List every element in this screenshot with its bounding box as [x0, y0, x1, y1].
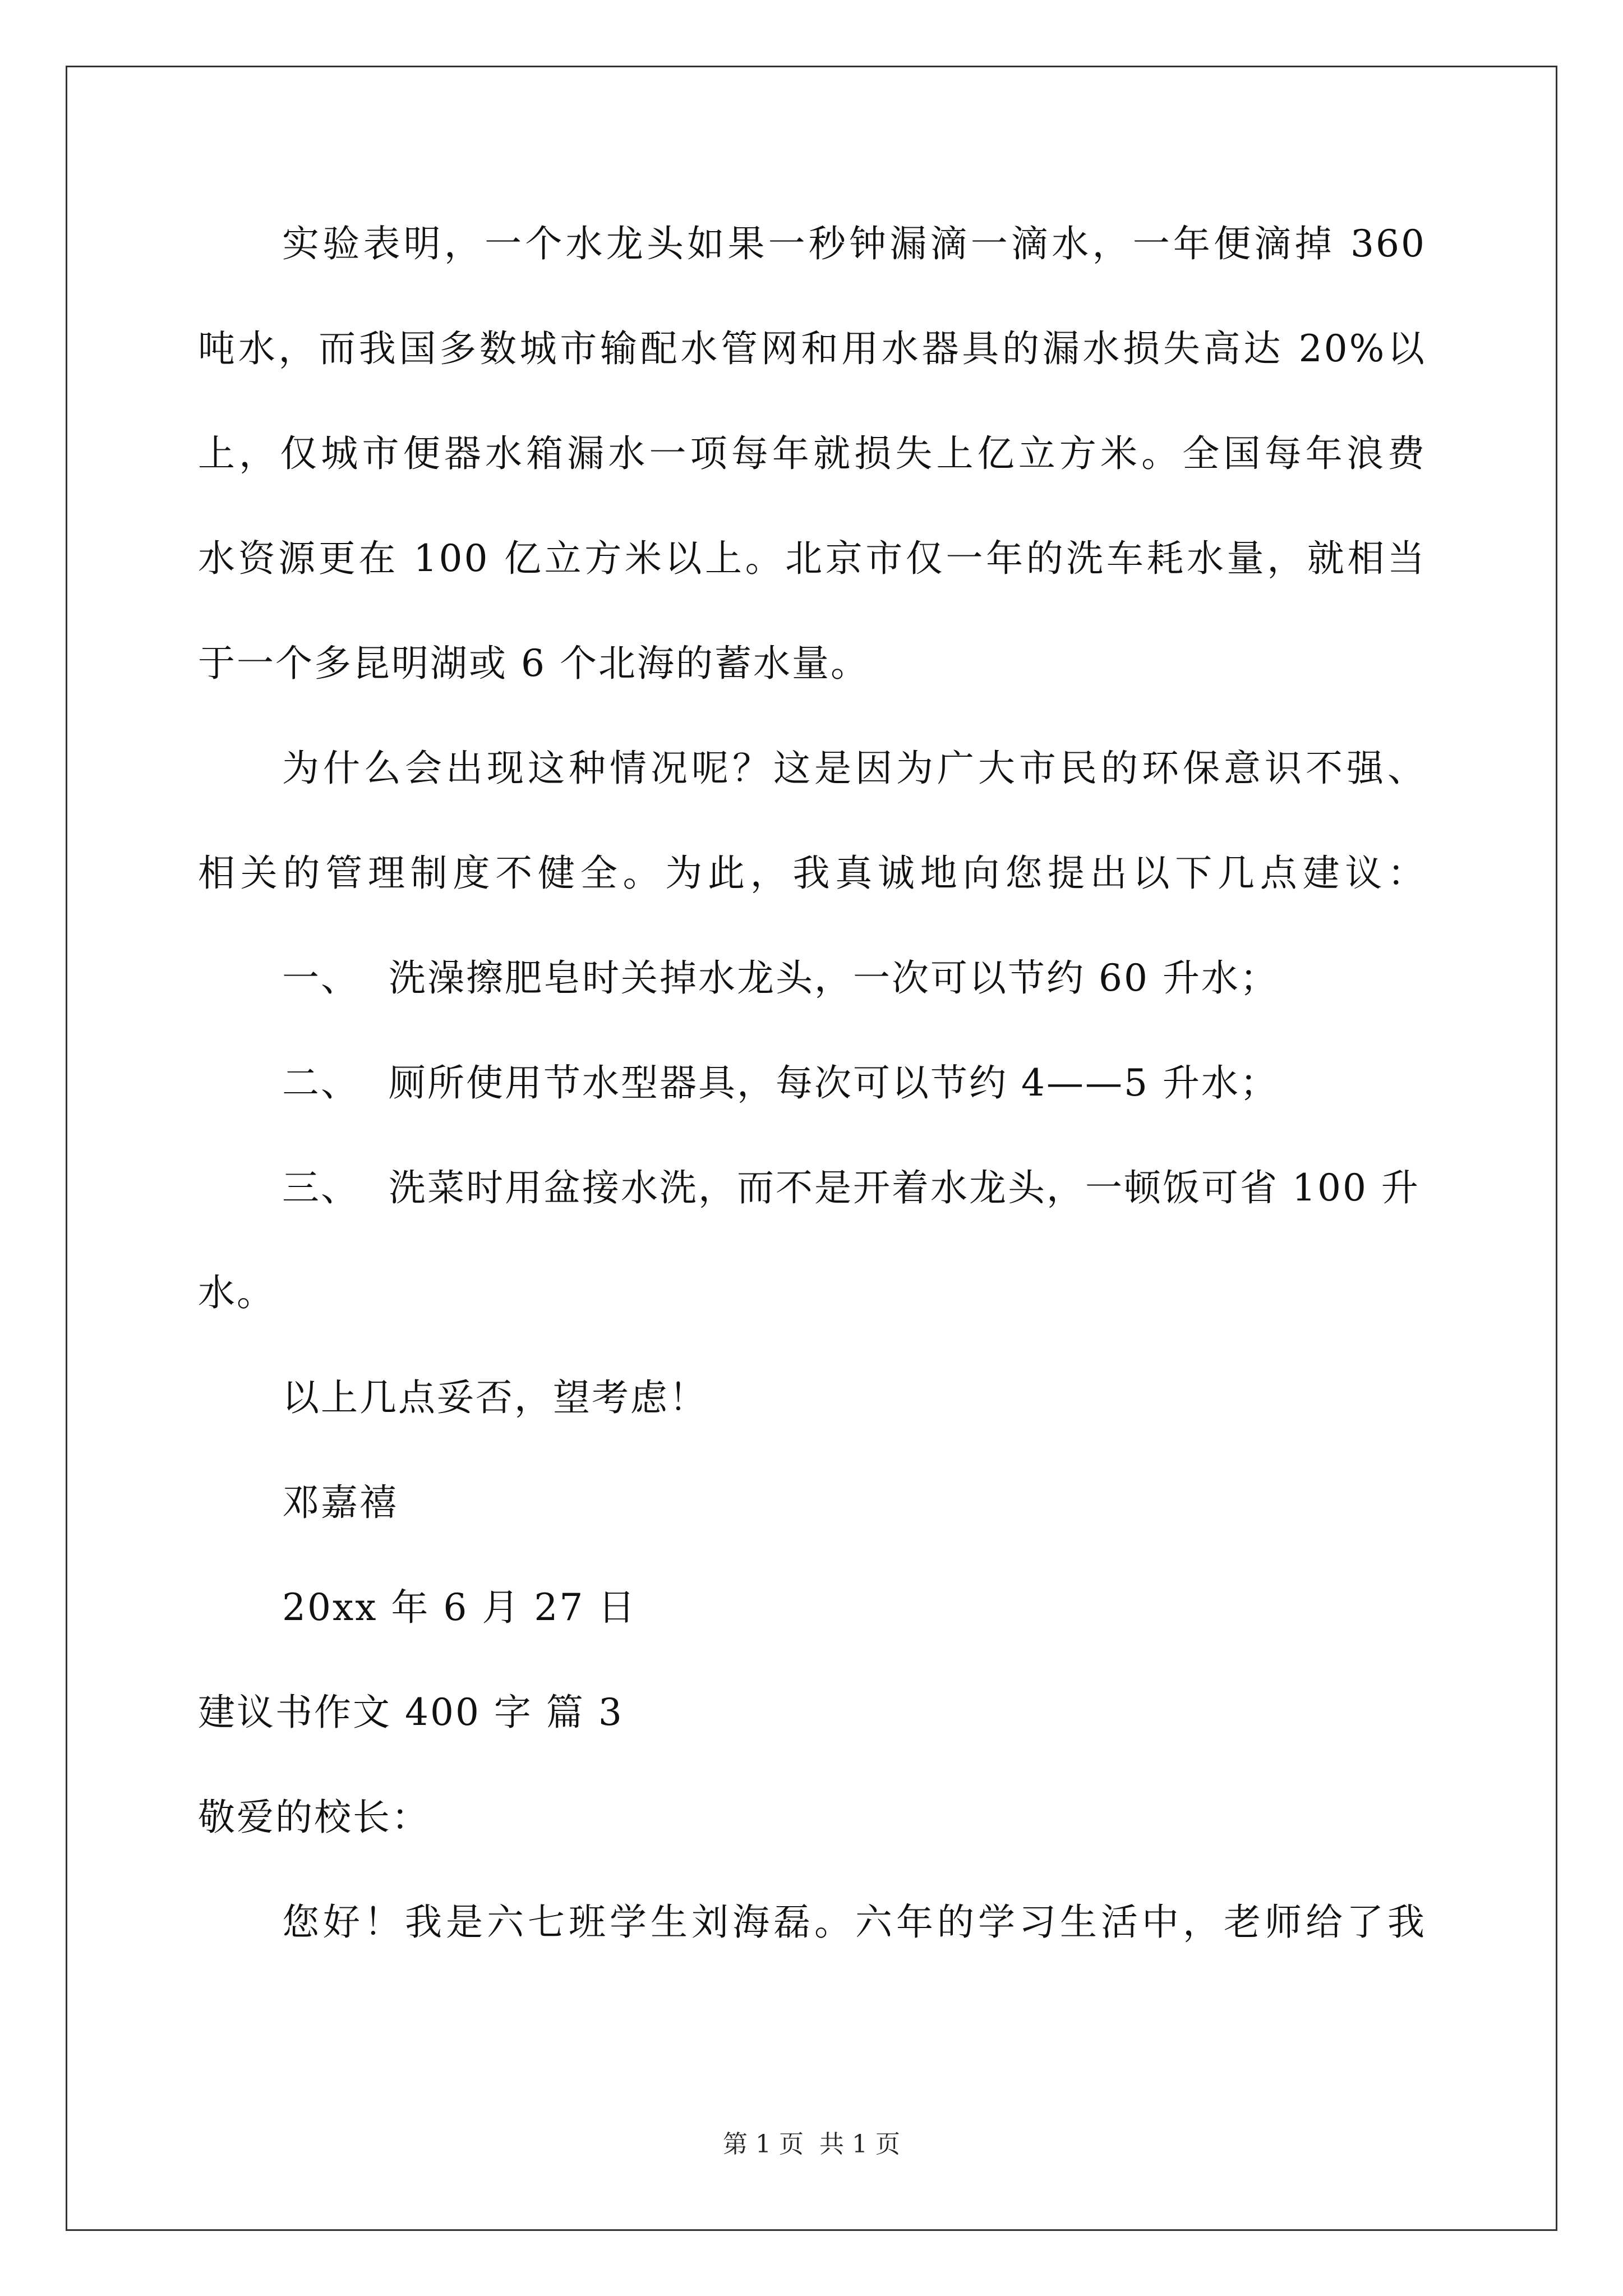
- suggestion-text: 厕所使用节水型器具，每次可以节约 4——5 升水；: [389, 1061, 1279, 1105]
- suggestion-text: 洗菜时用盆接水洗，而不是开着水龙头，一顿饭可省 100 升: [389, 1166, 1420, 1209]
- paragraph-line: 相关的管理制度不健全。为此，我真诚地向您提出以下几点建议：: [198, 852, 1426, 895]
- page-number: 第 1 页: [723, 2130, 804, 2159]
- suggestion-number: 一、: [282, 956, 359, 1000]
- suggestion-item: [282, 1061, 1279, 1106]
- paragraph-line: 吨水，而我国多数城市输配水管网和用水器具的漏水损失高达 20%以: [198, 327, 1426, 370]
- paragraph-line: 上，仅城市便器水箱漏水一项每年就损失上亿立方米。全国每年浪费: [198, 432, 1426, 475]
- paragraph-line: 实验表明，一个水龙头如果一秒钟漏滴一滴水，一年便滴掉 360: [282, 222, 1426, 265]
- signature: 邓嘉禧: [282, 1481, 398, 1524]
- page-total: 共 1 页: [819, 2130, 900, 2159]
- page-footer: [0, 2129, 1623, 2160]
- suggestion-item: [282, 956, 1279, 1001]
- salutation: 敬爱的校长：: [198, 1796, 430, 1839]
- paragraph-line: 您好！我是六七班学生刘海磊。六年的学习生活中，老师给了我: [282, 1901, 1426, 1944]
- closing-line: 以上几点妥否，望考虑！: [282, 1376, 708, 1419]
- suggestion-number: 二、: [282, 1061, 359, 1105]
- suggestion-text: 洗澡擦肥皂时关掉水龙头，一次可以节约 60 升水；: [389, 956, 1279, 1000]
- section-heading: 建议书作文 400 字 篇 3: [198, 1691, 624, 1734]
- paragraph-line: 于一个多昆明湖或 6 个北海的蓄水量。: [198, 642, 869, 685]
- suggestion-number: 三、: [282, 1166, 359, 1209]
- date-line: 20xx 年 6 月 27 日: [282, 1586, 637, 1629]
- paragraph-line: 水资源更在 100 亿立方米以上。北京市仅一年的洗车耗水量，就相当: [198, 537, 1426, 580]
- paragraph-line: 为什么会出现这种情况呢？这是因为广大市民的环保意识不强、: [282, 747, 1426, 790]
- suggestion-item: [282, 1166, 1420, 1211]
- suggestion-continuation: 水。: [198, 1271, 275, 1314]
